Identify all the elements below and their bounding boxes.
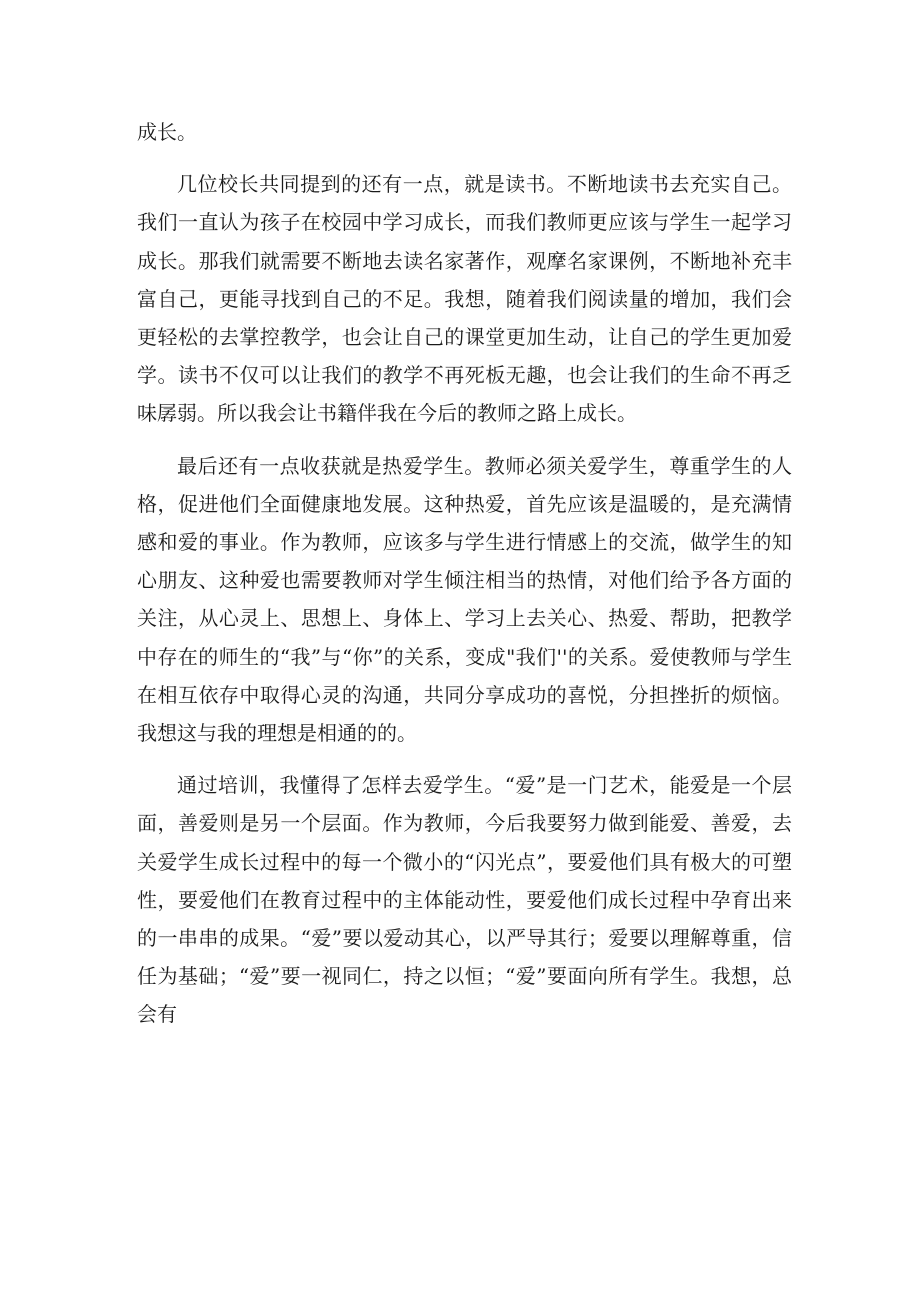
- paragraph-2: 几位校长共同提到的还有一点，就是读书。不断地读书去充实自己。我们一直认为孩子在校园中学习成长，而我们教师更应该与学生一起学习成长。那我们就需要不断地去读名家著作，观摩名家课例，不断地补充丰富自己，更能寻找到自己的不足。我想，随着我们阅读量的增加，我们会更轻松的去掌控教学，也会让自己的课堂更加生动，让自己的学生更加爱学。读书不仅可以让我们的教学不再死板无趣，也会让我们的生命不再乏味孱弱。所以我会让书籍伴我在今后的教师之路上成长。: [137, 172, 792, 426]
- paragraph-1: 成长。: [137, 120, 197, 144]
- document-page: [137, 113, 792, 1048]
- paragraph-3: 最后还有一点收获就是热爱学生。教师必须关爱学生，尊重学生的人格，促进他们全面健康地发展。这种热爱，首先应该是温暖的，是充满情感和爱的事业。作为教师，应该多与学生进行情感上的交流，做学生的知心朋友、这种爱也需要教师对学生倾注相当的热情，对他们给予各方面的关注，从心灵上、思想上、身体上、学习上去关心、热爱、帮助，把教学中存在的师生的“我”与“你”的关系，变成"我们''的关系。爱使教师与学生在相互依存中取得心灵的沟通，共同分享成功的喜悦，分担挫折的烦恼。我想这与我的理想是相通的的。: [137, 453, 792, 746]
- paragraph-4: 通过培训，我懂得了怎样去爱学生。“爱”是一门艺术，能爱是一个层面，善爱则是另一个层面。作为教师，今后我要努力做到能爱、善爱，去关爱学生成长过程中的每一个微小的“闪光点”，要爱他们具有极大的可塑性，要爱他们在教育过程中的主体能动性，要爱他们成长过程中孕育出来的一串串的成果。“爱”要以爱动其心，以严导其行；爱要以理解尊重，信任为基础；“爱”要一视同仁，持之以恒；“爱”要面向所有学生。我想，总会有: [137, 773, 792, 1027]
